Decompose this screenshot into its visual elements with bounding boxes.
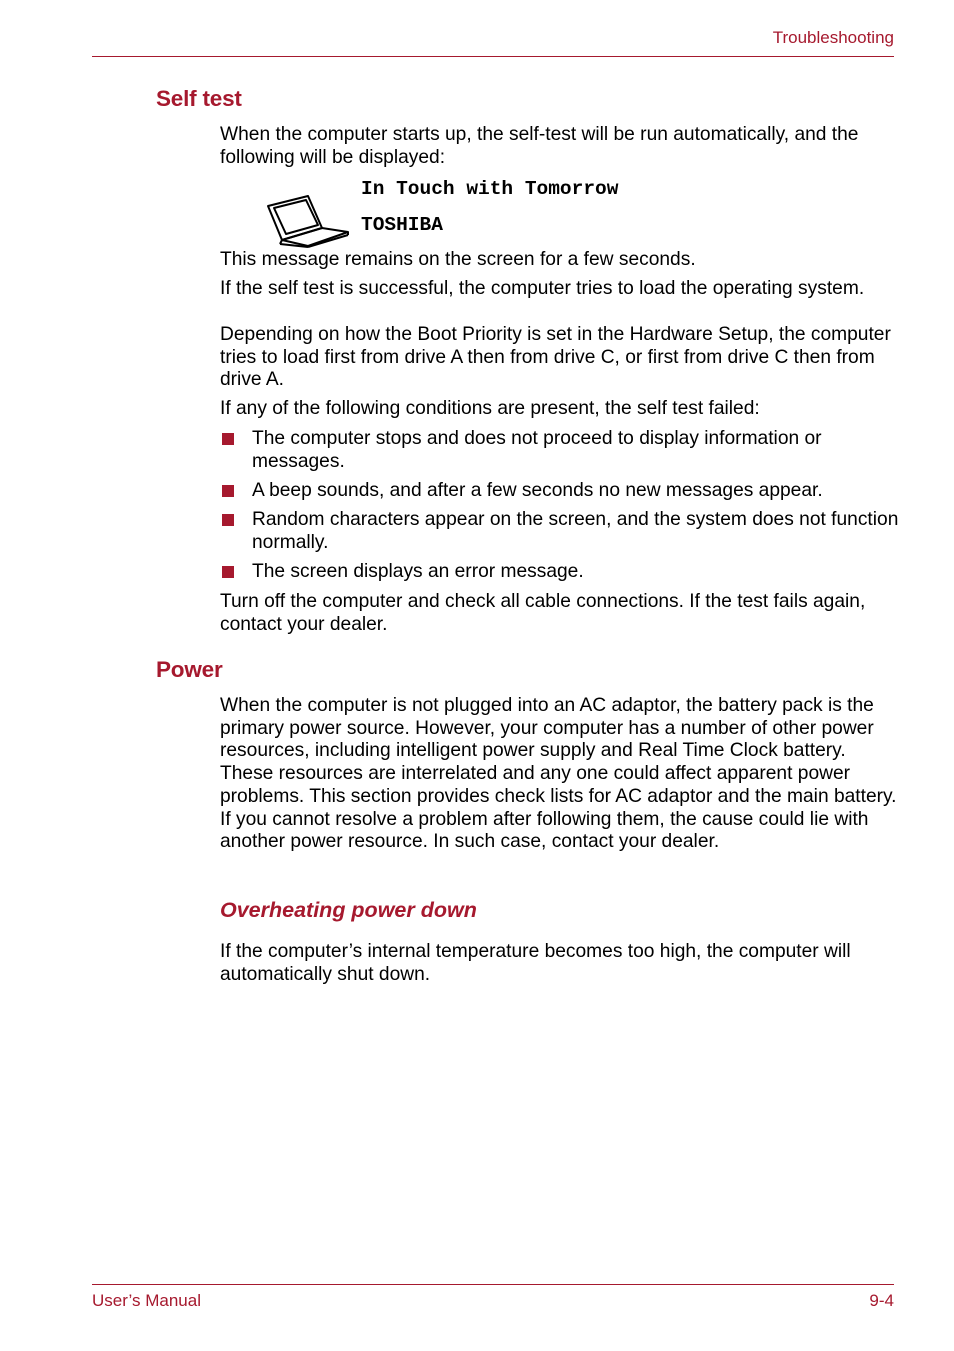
overheating-body: If the computer’s internal temperature becomes too high, the computer will automatically shut down. — [220, 941, 851, 985]
square-bullet-icon — [222, 514, 234, 526]
boot-message-line1: In Touch with Tomorrow — [361, 178, 619, 200]
square-bullet-icon — [222, 433, 234, 445]
heading-power: Power — [156, 657, 223, 682]
list-item: The screen displays an error message. — [220, 561, 900, 584]
page-number: 9-4 — [869, 1291, 894, 1310]
self-test-para-3: Depending on how the Boot Priority is set in the Hardware Setup, the computer tries to load first from drive A then from drive C, or first from drive C then from drive A. — [220, 324, 891, 391]
square-bullet-icon — [222, 566, 234, 578]
header-rule — [92, 56, 894, 57]
list-item: A beep sounds, and after a few seconds no new messages appear. — [220, 480, 900, 503]
self-test-para-4: If any of the following conditions are present, the self test failed: — [220, 398, 760, 419]
list-item: Random characters appear on the screen, and the system does not function normally. — [220, 509, 900, 554]
boot-message-line2: TOSHIBA — [361, 214, 443, 236]
self-test-para-5: Turn off the computer and check all cable connections. If the test fails again, contact your dealer. — [220, 591, 866, 635]
running-header: Troubleshooting — [772, 28, 894, 47]
footer-manual-title: User’s Manual — [92, 1291, 201, 1310]
self-test-para-1: This message remains on the screen for a few seconds. — [220, 249, 696, 270]
power-body: When the computer is not plugged into an AC adaptor, the battery pack is the primary power source. However, your computer has a number of other power resources, including intelligent power supply and Real Time Clock battery. These resources are interrelated and any one could affect apparent power problems. This section provides check lists for AC adaptor and the main battery. If you cannot resolve a problem after following them, the cause could lie with another power resource. In such case, contact your dealer. — [220, 695, 897, 853]
self-test-para-2: If the self test is successful, the computer tries to load the operating system. — [220, 278, 865, 299]
heading-overheating: Overheating power down — [220, 898, 477, 922]
laptop-icon — [266, 192, 350, 248]
footer-rule — [92, 1284, 894, 1285]
heading-self-test: Self test — [156, 86, 242, 111]
square-bullet-icon — [222, 485, 234, 497]
list-item: The computer stops and does not proceed to display information or messages. — [220, 428, 900, 473]
self-test-intro: When the computer starts up, the self-test will be run automatically, and the following will be displayed: — [220, 124, 859, 168]
